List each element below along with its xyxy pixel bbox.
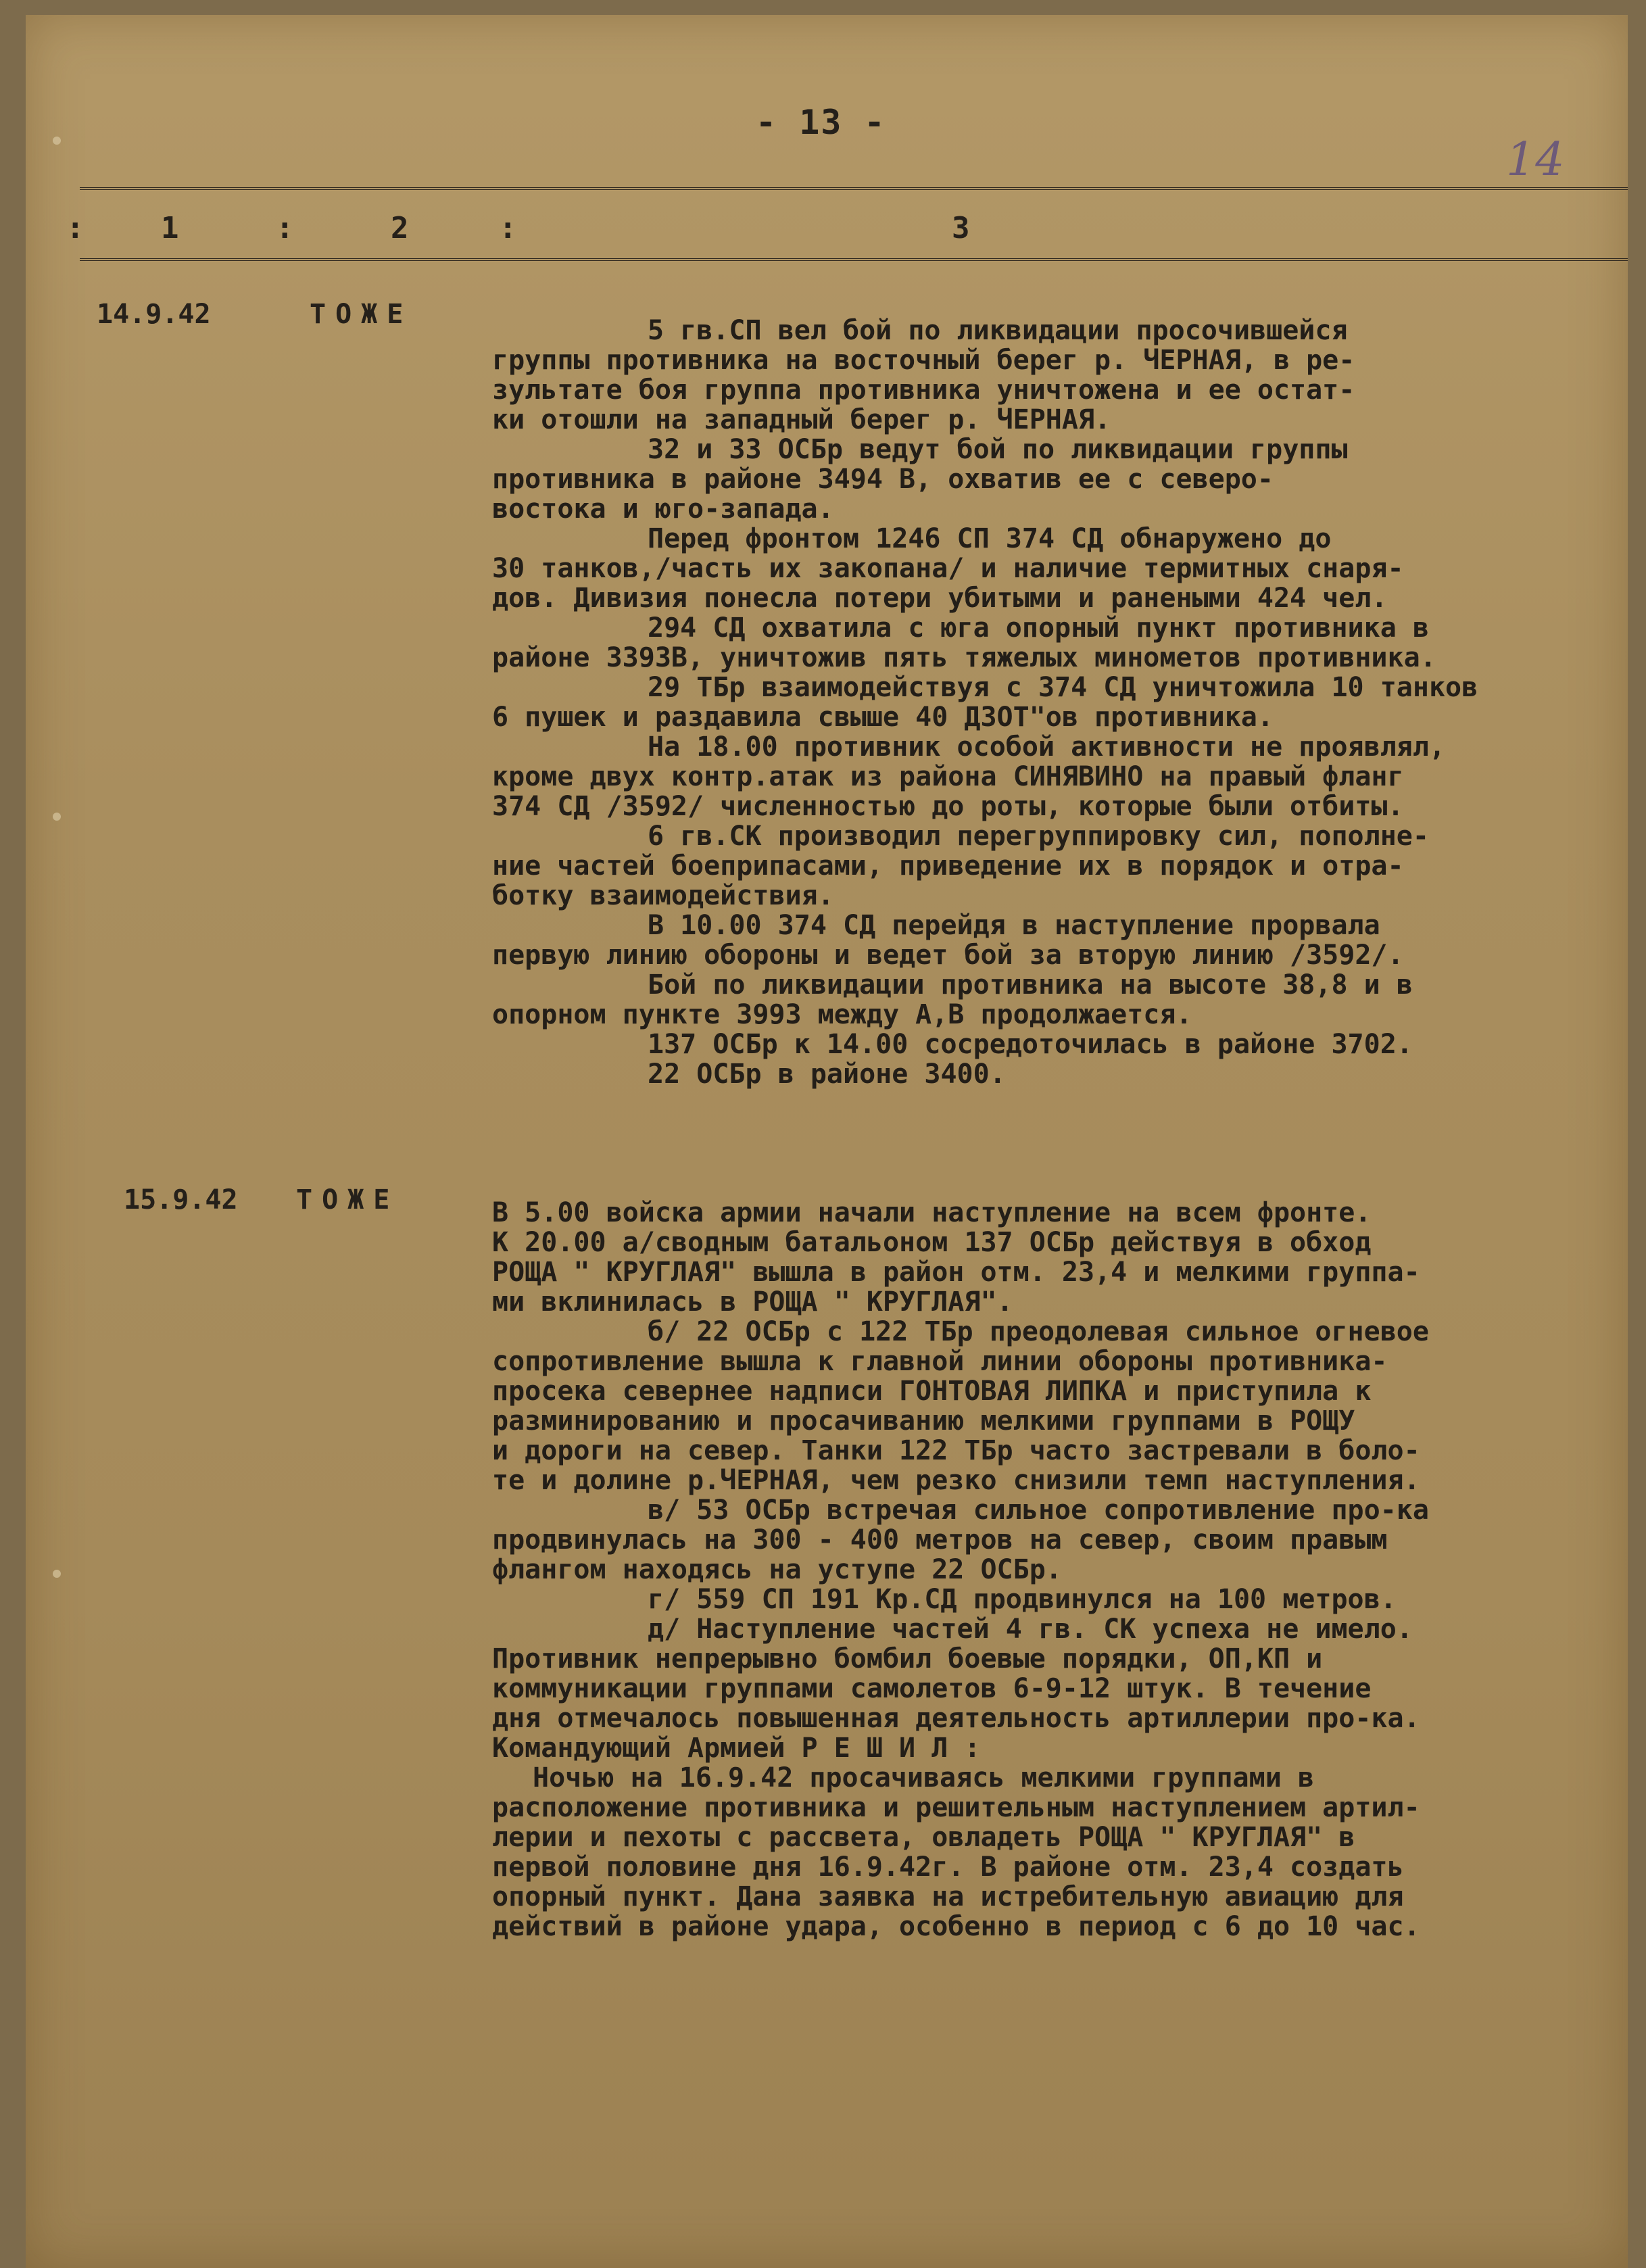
text-line: 6 гв.СК производил перегруппировку сил, пополне-: [648, 821, 1429, 852]
handwritten-page-mark: 14: [1506, 133, 1565, 187]
text-line: районе 3393В, уничтожив пять тяжелых минометов противника.: [492, 642, 1436, 673]
text-line: продвинулась на 300 - 400 метров на север, своим правым: [492, 1524, 1388, 1555]
text-line: 5 гв.СП вел бой по ликвидации просочившейся: [648, 315, 1348, 346]
binding-hole: [53, 1570, 61, 1578]
text-line: группы противника на восточный берег р. ЧЕРНАЯ, в ре-: [492, 345, 1355, 376]
text-line: Командующий Армией Р Е Ш И Л :: [492, 1733, 981, 1764]
text-line: 137 ОСБр к 14.00 сосредоточилась в районе 3702.: [648, 1029, 1413, 1060]
text-line: и дороги на север. Танки 122 ТБр часто застревали в боло-: [492, 1435, 1420, 1466]
text-line: сопротивление вышла к главной линии обороны противника-: [492, 1346, 1388, 1377]
text-line: дов. Дивизия понесла потери убитыми и ранеными 424 чел.: [492, 583, 1388, 614]
text-line: востока и юго-запада.: [492, 493, 834, 525]
text-line: опорный пункт. Дана заявка на истребительную авиацию для: [492, 1881, 1404, 1912]
text-line: К 20.00 а/сводным батальоном 137 ОСБр действуя в обход: [492, 1227, 1372, 1258]
text-line: 294 СД охватила с юга опорный пункт противника в: [648, 612, 1429, 644]
text-line: ми вклинилась в РОЩА " КРУГЛАЯ".: [492, 1286, 1013, 1318]
text-line: На 18.00 противник особой активности не проявлял,: [648, 731, 1446, 763]
text-line: г/ 559 СП 191 Кр.СД продвинулся на 100 метров.: [648, 1584, 1397, 1615]
text-line: б/ 22 ОСБр с 122 ТБр преодолевая сильное огневое: [648, 1316, 1429, 1347]
binding-hole: [53, 813, 61, 821]
text-line: в/ 53 ОСБр встречая сильное сопротивление про-ка: [648, 1495, 1429, 1526]
entry-date: 15.9.42: [124, 1184, 238, 1215]
column-separator: :: [276, 211, 294, 245]
text-line: Противник непрерывно бомбил боевые порядки, ОП,КП и: [492, 1643, 1323, 1674]
column-header-2: 2: [391, 211, 409, 245]
text-line: В 5.00 войска армии начали наступление на всем фронте.: [492, 1197, 1372, 1228]
text-line: 6 пушек и раздавила свыше 40 ДЗОТ"ов противника.: [492, 702, 1274, 733]
header-rule-top: [80, 187, 1628, 190]
text-line: опорном пункте 3993 между А,В продолжается.: [492, 999, 1192, 1030]
text-line: те и долине р.ЧЕРНАЯ, чем резко снизили темп наступления.: [492, 1465, 1420, 1496]
text-line: лерии и пехоты с рассвета, овладеть РОЩА " КРУГЛАЯ" в: [492, 1822, 1355, 1853]
text-line: ние частей боеприпасами, приведение их в порядок и отра-: [492, 850, 1404, 882]
text-line: 32 и 33 ОСБр ведут бой по ликвидации группы: [648, 434, 1348, 465]
entry-marker: ТОЖЕ: [310, 299, 413, 330]
document-sheet: [26, 15, 1628, 2268]
column-separator: :: [66, 211, 84, 245]
column-separator: :: [499, 211, 517, 245]
text-line: дня отмечалось повышенная деятельность артиллерии про-ка.: [492, 1703, 1420, 1734]
text-line: расположение противника и решительным наступлением артил-: [492, 1792, 1420, 1823]
text-line: просека севернее надписи ГОНТОВАЯ ЛИПКА и приступила к: [492, 1376, 1372, 1407]
text-line: Ночью на 16.9.42 просачиваясь мелкими группами в: [533, 1762, 1314, 1793]
text-line: 22 ОСБр в районе 3400.: [648, 1059, 1006, 1090]
text-line: коммуникации группами самолетов 6-9-12 штук. В течение: [492, 1673, 1372, 1704]
entry-date: 14.9.42: [97, 299, 211, 330]
column-header-3: 3: [952, 211, 970, 245]
binding-hole: [53, 137, 61, 145]
text-line: зультате боя группа противника уничтожена и ее остат-: [492, 375, 1355, 406]
text-line: первую линию обороны и ведет бой за вторую линию /3592/.: [492, 940, 1404, 971]
text-line: 29 ТБр взаимодействуя с 374 СД уничтожила 10 танков: [648, 672, 1478, 703]
text-line: ки отошли на западный берег р. ЧЕРНАЯ.: [492, 404, 1111, 435]
text-line: разминированию и просачиванию мелкими группами в РОЩУ: [492, 1405, 1355, 1437]
page-number: - 13 -: [756, 103, 886, 142]
text-line: 374 СД /3592/ численностью до роты, которые были отбиты.: [492, 791, 1404, 822]
text-line: Перед фронтом 1246 СП 374 СД обнаружено до: [648, 523, 1332, 554]
text-line: действий в районе удара, особенно в период с 6 до 10 час.: [492, 1911, 1420, 1942]
text-line: Бой по ликвидации противника на высоте 38,8 и в: [648, 969, 1413, 1000]
text-line: ботку взаимодействия.: [492, 880, 834, 911]
text-line: первой половине дня 16.9.42г. В районе отм. 23,4 создать: [492, 1852, 1404, 1883]
text-line: д/ Наступление частей 4 гв. СК успеха не имело.: [648, 1614, 1413, 1645]
text-line: 30 танков,/часть их закопана/ и наличие термитных снаря-: [492, 553, 1404, 584]
entry-marker: ТОЖЕ: [296, 1184, 400, 1215]
text-line: РОЩА " КРУГЛАЯ" вышла в район отм. 23,4 и мелкими группа-: [492, 1257, 1420, 1288]
header-rule-bottom: [80, 258, 1628, 261]
column-header-1: 1: [161, 211, 179, 245]
text-line: противника в районе 3494 В, охватив ее с северо-: [492, 464, 1274, 495]
text-line: В 10.00 374 СД перейдя в наступление прорвала: [648, 910, 1380, 941]
text-line: флангом находясь на уступе 22 ОСБр.: [492, 1554, 1062, 1585]
text-line: кроме двух контр.атак из района СИНЯВИНО на правый фланг: [492, 761, 1404, 792]
